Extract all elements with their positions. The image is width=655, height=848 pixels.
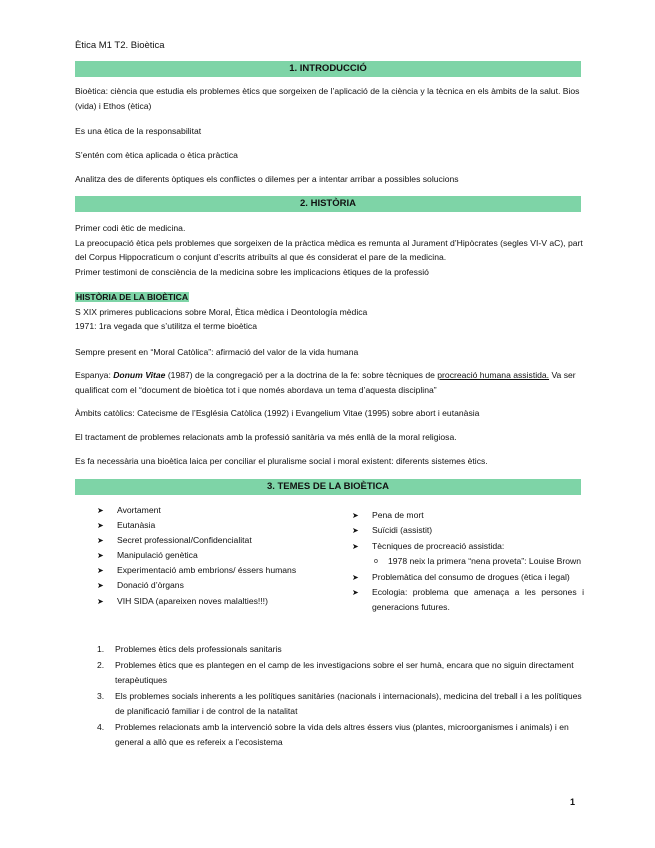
intro-analitza: Analitza des de diferents òptiques els conflictes o dilemes per a intentar arribar a possibles solucions bbox=[75, 174, 459, 184]
procreacio-assistida: procreació humana assistida. bbox=[437, 370, 550, 380]
intro-etica-aplicada: S’entén com ètica aplicada o ètica pràctica bbox=[75, 150, 238, 160]
list-item: ➤ Suïcidi (assistit) bbox=[352, 523, 584, 538]
arrow-bullet-icon: ➤ bbox=[97, 506, 104, 515]
section-heading-introduccio: 1. INTRODUCCIÓ bbox=[75, 61, 581, 77]
numbered-item: 1. Problemes ètics dels professionals sanitaris bbox=[97, 644, 282, 654]
espanya-text-1: (1987) de la congregació per a la doctrina de la fe: sobre tècniques de bbox=[165, 370, 438, 380]
donum-vitae-title: Donum Vitae bbox=[113, 370, 166, 380]
historia-bioetica-heading: HISTÒRIA DE LA BIOÈTICA bbox=[76, 292, 189, 302]
numbered-item: 4. Problemes relacionats amb la intervenció sobre la vida dels altres éssers vius (plantes, microorganismes i animals) i en general a allò que es refereix a l’ecosistema bbox=[97, 722, 569, 747]
list-item: ➤ Donació d’òrgans bbox=[97, 578, 342, 593]
temes-list-left bbox=[97, 503, 342, 609]
bioetica-term: Bioètica bbox=[75, 86, 106, 96]
tractament-problemes: El tractament de problemes relacionats amb la professió sanitària va més enllà de la moral religiosa. bbox=[75, 432, 457, 442]
circle-bullet-icon: o bbox=[374, 558, 378, 566]
list-item: ➤ Pena de mort bbox=[352, 508, 584, 523]
page-header: Ètica M1 T2. Bioètica bbox=[75, 40, 165, 51]
page-number: 1 bbox=[570, 797, 576, 807]
list-item: ➤ Tècniques de procreació assistida: bbox=[352, 539, 584, 554]
temes-list-right bbox=[352, 508, 584, 616]
section-heading-temes: 3. TEMES DE LA BIOÈTICA bbox=[75, 479, 581, 495]
historia-line-1: Primer codi ètic de medicina. bbox=[75, 223, 186, 233]
numbered-item: 2. Problemes ètics que es plantegen en el camp de les investigacions sobre el ser humà, encara que no siguin directament terapèutiques bbox=[97, 660, 574, 685]
section-heading-historia: 2. HISTÒRIA bbox=[75, 196, 581, 212]
historia-codi-etic bbox=[75, 221, 583, 279]
list-item: ➤ Secret professional/Confidencialitat bbox=[97, 533, 342, 548]
list-item: ➤ Avortament bbox=[97, 503, 342, 518]
list-item-sub: o 1978 neix la primera “nena proveta”: Louise Brown bbox=[352, 554, 584, 569]
historia-bioetica-line-1: S XIX primeres publicacions sobre Moral, Ètica mèdica i Deontología mèdica bbox=[75, 306, 368, 317]
arrow-bullet-icon: ➤ bbox=[352, 511, 359, 520]
espanya-donum-vitae bbox=[75, 368, 583, 397]
arrow-bullet-icon: ➤ bbox=[352, 541, 359, 551]
bioetica-definition: : ciència que estudia els problemes ètics que sorgeixen de l’aplicació de la ciència y la tècnica en els àmbits de la salut. Bios (vida) i Ethos (ètica) bbox=[75, 86, 580, 111]
historia-bioetica-block bbox=[75, 290, 583, 334]
arrow-bullet-icon: ➤ bbox=[352, 588, 359, 598]
temes-numbered-list bbox=[97, 642, 585, 751]
arrow-bullet-icon: ➤ bbox=[97, 551, 104, 561]
list-item: ➤ Manipulació genètica bbox=[97, 548, 342, 563]
arrow-bullet-icon: ➤ bbox=[97, 521, 104, 531]
arrow-bullet-icon: ➤ bbox=[352, 572, 359, 582]
historia-line-3: Primer testimoni de consciència de la medicina sobre les implicacions ètiques de la professió bbox=[75, 266, 429, 277]
ambits-catolics: Àmbits catòlics: Catecisme de l’Església Catòlica (1992) i Evangelium Vitae (1995) sobre abort i eutanàsia bbox=[75, 408, 480, 418]
list-item: ➤ Eutanàsia bbox=[97, 518, 342, 533]
arrow-bullet-icon: ➤ bbox=[352, 526, 359, 536]
numbered-item: 3. Els problemes socials inherents a les polítiques sanitàries (nacionals i internacionals), medicina del treball i a les polítiques de planificació familiar i de control de la natalitat bbox=[97, 691, 582, 716]
bioetica-laica: Es fa necessària una bioètica laica per conciliar el pluralisme social i moral existent: diferents sistemes ètics. bbox=[75, 456, 488, 466]
intro-responsabilitat: Es una ètica de la responsabilitat bbox=[75, 126, 202, 136]
list-item: ➤ Experimentació amb embrions/ éssers humans bbox=[97, 563, 342, 578]
arrow-bullet-icon: ➤ bbox=[97, 581, 104, 591]
moral-catolica: Sempre present en “Moral Catòlica”: afirmació del valor de la vida humana bbox=[75, 347, 359, 357]
espanya-label: Espanya: bbox=[75, 370, 114, 380]
arrow-bullet-icon: ➤ bbox=[97, 536, 104, 546]
historia-line-2: La preocupació ètica pels problemes que sorgeixen de la pràctica mèdica es remunta al Jurament d’Hipòcrates (segles VI-V aC), part del Corpus Hippocraticum o conjunt d’escrits atribuïts al que és considerat el pare de la medicina. bbox=[75, 237, 583, 263]
list-item: ➤ Ecologia: problema que amenaça a les persones i generacions futures. bbox=[352, 587, 584, 613]
arrow-bullet-icon: ➤ bbox=[97, 566, 104, 576]
list-item: ➤ Problemàtica del consumo de drogues (ètica i legal) bbox=[352, 570, 584, 585]
arrow-bullet-icon: ➤ bbox=[97, 596, 104, 606]
list-item: ➤ VIH SIDA (apareixen noves malalties!!!) bbox=[97, 594, 342, 609]
espanya-text-2: Va ser qualificat com el “document de bioètica tot i que només abordava un tema d’aquesta disciplina” bbox=[75, 370, 576, 395]
intro-definition bbox=[75, 84, 583, 113]
historia-bioetica-line-2: 1971: 1ra vegada que s’utilitza el terme bioètica bbox=[75, 321, 258, 332]
